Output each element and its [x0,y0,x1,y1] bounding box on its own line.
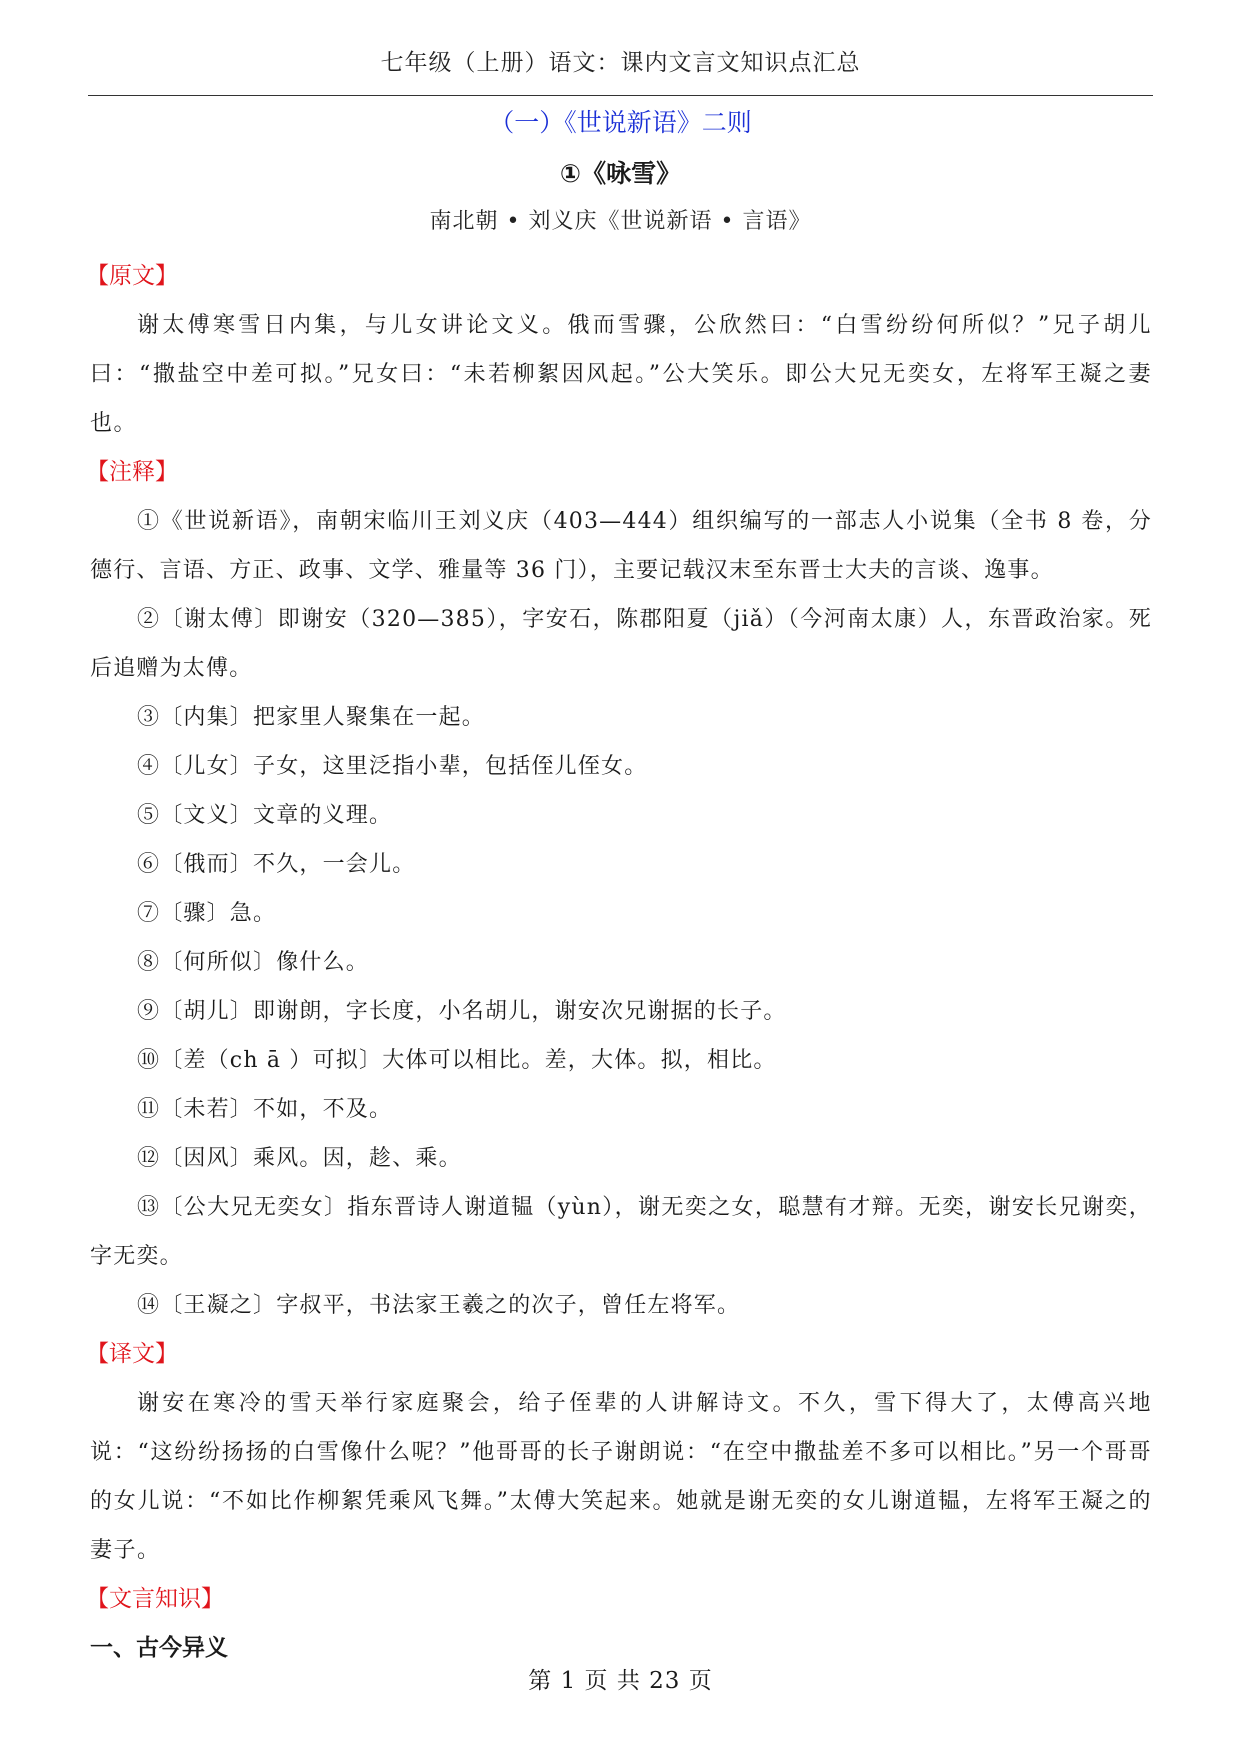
piece-title: ①《咏雪》 [559,159,682,188]
note-item: ⑬〔公大兄无奕女〕指东晋诗人谢道韫（yùn），谢无奕之女，聪慧有才辩。无奕，谢安长兄谢奕，字无奕。 [90,1195,1152,1269]
note-item: ①《世说新语》，南朝宋临川王刘义庆（403—444）组织编写的一部志人小说集（全书 8 卷，分德行、言语、方正、政事、文学、雅量等 36 门），主要记载汉末至东晋士大夫的言谈、逸事。 [90,509,1152,583]
note-item: ⑥〔俄而〕不久，一会儿。 [137,852,416,877]
notes-label: 【注释】 [86,459,178,485]
note-item: ⑦〔骤〕急。 [137,901,277,926]
note-item: ⑤〔文义〕文章的义理。 [137,803,393,828]
note-item: ⑭〔王凝之〕字叔平，书法家王羲之的次子，曾任左将军。 [137,1293,741,1318]
piece-source: 南北朝 • 刘义庆《世说新语 • 言语》 [429,209,812,234]
note-item: ③〔内集〕把家里人聚集在一起。 [137,705,486,730]
section-title: （一）《世说新语》二则 [489,108,752,137]
translation-text: 谢安在寒冷的雪天举行家庭聚会，给子侄辈的人讲解诗文。不久，雪下得大了，太傅高兴地说：“这纷纷扬扬的白雪像什么呢？”他哥哥的长子谢朗说：“在空中撒盐差不多可以相比。”另一个哥哥的女儿说：“不如比作柳絮凭乘风飞舞。”太傅大笑起来。她就是谢无奕的女儿谢道韫，左将军王凝之的妻子。 [90,1391,1152,1563]
knowledge-label: 【文言知识】 [86,1586,224,1612]
original-text-label: 【原文】 [86,263,178,289]
page-number: 第 1 页 共 23 页 [528,1668,713,1694]
knowledge-subheading: 一、古今异义 [90,1635,228,1661]
note-item: ⑩〔差（ch ā ）可拟〕大体可以相比。差，大体。拟，相比。 [137,1048,777,1073]
header-divider [88,95,1153,96]
original-text: 谢太傅寒雪日内集，与儿女讲论文义。俄而雪骤，公欣然曰：“白雪纷纷何所似？”兄子胡儿曰：“撒盐空中差可拟。”兄女曰：“未若柳絮因风起。”公大笑乐。即公大兄无奕女，左将军王凝之妻也。 [90,313,1152,436]
note-item: ⑪〔未若〕不如，不及。 [137,1097,393,1122]
page-header-title: 七年级（上册）语文：课内文言文知识点汇总 [380,50,861,76]
note-item: ⑨〔胡儿〕即谢朗，字长度，小名胡儿，谢安次兄谢据的长子。 [137,999,787,1024]
note-item: ④〔儿女〕子女，这里泛指小辈，包括侄儿侄女。 [137,754,648,779]
translation-label: 【译文】 [86,1341,178,1367]
note-item: ⑫〔因风〕乘风。因，趁、乘。 [137,1146,462,1171]
note-item: ⑧〔何所似〕像什么。 [137,950,370,975]
document-body [86,252,1152,1673]
note-item: ②〔谢太傅〕即谢安（320—385），字安石，陈郡阳夏（jiǎ）（今河南太康）人，东晋政治家。死后追赠为太傅。 [90,607,1152,681]
